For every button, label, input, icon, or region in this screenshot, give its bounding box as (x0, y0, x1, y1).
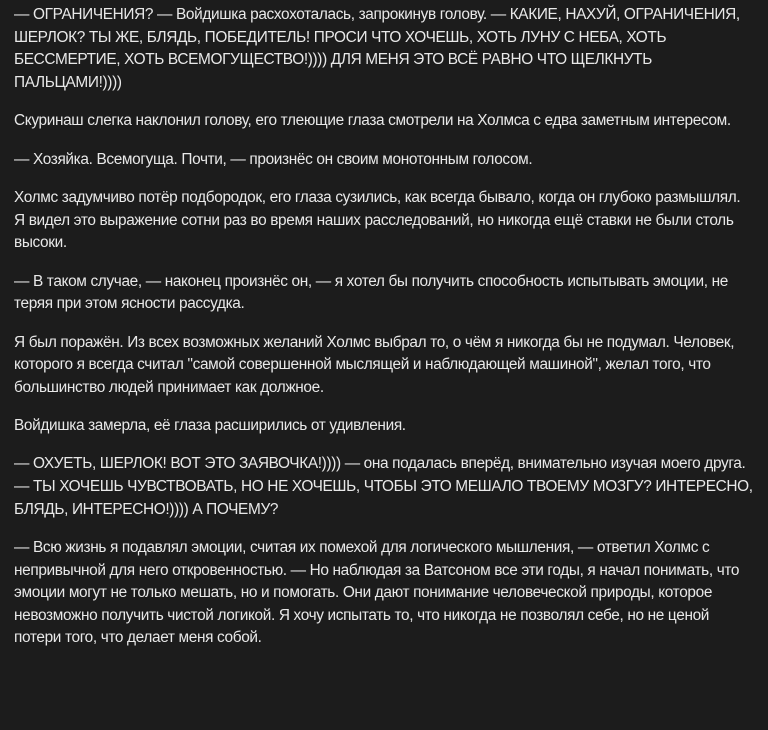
paragraph-skurinash-speaks: — Хозяйка. Всемогуща. Почти, — произнёс он своим монотонным голосом. (14, 150, 533, 168)
paragraph-narrator-surprised: Я был поражён. Из всех возможных желаний Холмс выбрал то, о чём я никогда бы не подумал. Человек, которого я всегда считал "самой совершенной мыслящей и наблюдающей машиной", желал того, что большинство людей принимает как должное. (14, 333, 735, 396)
paragraph-holmes-explains: — Всю жизнь я подавлял эмоции, считая их помехой для логического мышления, — ответил Холмс с непривычной для него откровенностью. — Но наблюдая за Ватсоном все эти годы, я начал понимать, что эмоции могут не только мешать, но и помогать. Они дают понимание человеческой природы, которое невозможно получить чистой логикой. Я хочу испытать то, что никогда не позволял себе, но не ценой потери того, что делает меня собой. (14, 539, 740, 647)
paragraph-voidishka-laughs: — ОГРАНИЧЕНИЯ? — Войдишка расхохоталась, запрокинув голову. — КАКИЕ, НАХУЙ, ОГРАНИЧЕНИЯ, ШЕРЛОК? ТЫ ЖЕ, БЛЯДЬ, ПОБЕДИТЕЛЬ! ПРОСИ ЧТО ХОЧЕШЬ, ХОТЬ ЛУНУ С НЕБА, ХОТЬ БЕССМЕРТИЕ, ХОТЬ ВСЕМОГУЩЕСТВО!)))) ДЛЯ МЕНЯ ЭТО ВСЁ РАВНО ЧТО ЩЕЛКНУТЬ ПАЛЬЦАМИ!)))) (14, 6, 740, 91)
paragraph-holmes-wish: — В таком случае, — наконец произнёс он, — я хотел бы получить способность испытывать эмоции, не теряя при этом ясности рассудка. (14, 272, 728, 313)
paragraph-skurinash-looks: Скуринаш слегка наклонил голову, его тлеющие глаза смотрели на Холмса с едва заметным интересом. (14, 112, 731, 130)
paragraph-voidishka-froze: Войдишка замерла, её глаза расширились от удивления. (14, 417, 406, 435)
paragraph-voidishka-reacts: — ОХУЕТЬ, ШЕРЛОК! ВОТ ЭТО ЗАЯВОЧКА!)))) — она подалась вперёд, внимательно изучая моего друга. — ТЫ ХОЧЕШЬ ЧУВСТВОВАТЬ, НО НЕ ХОЧЕШЬ, ЧТОБЫ ЭТО МЕШАЛО ТВОЕМУ МОЗГУ? ИНТЕРЕСНО, БЛЯДЬ, ИНТЕРЕСНО!)))) А ПОЧЕМУ? (14, 455, 753, 518)
paragraph-holmes-thinks: Холмс задумчиво потёр подбородок, его глаза сузились, как всегда бывало, когда он глубоко размышлял. Я видел это выражение сотни раз во время наших расследований, но никогда ещё ставки не были столь высоки. (14, 188, 741, 252)
